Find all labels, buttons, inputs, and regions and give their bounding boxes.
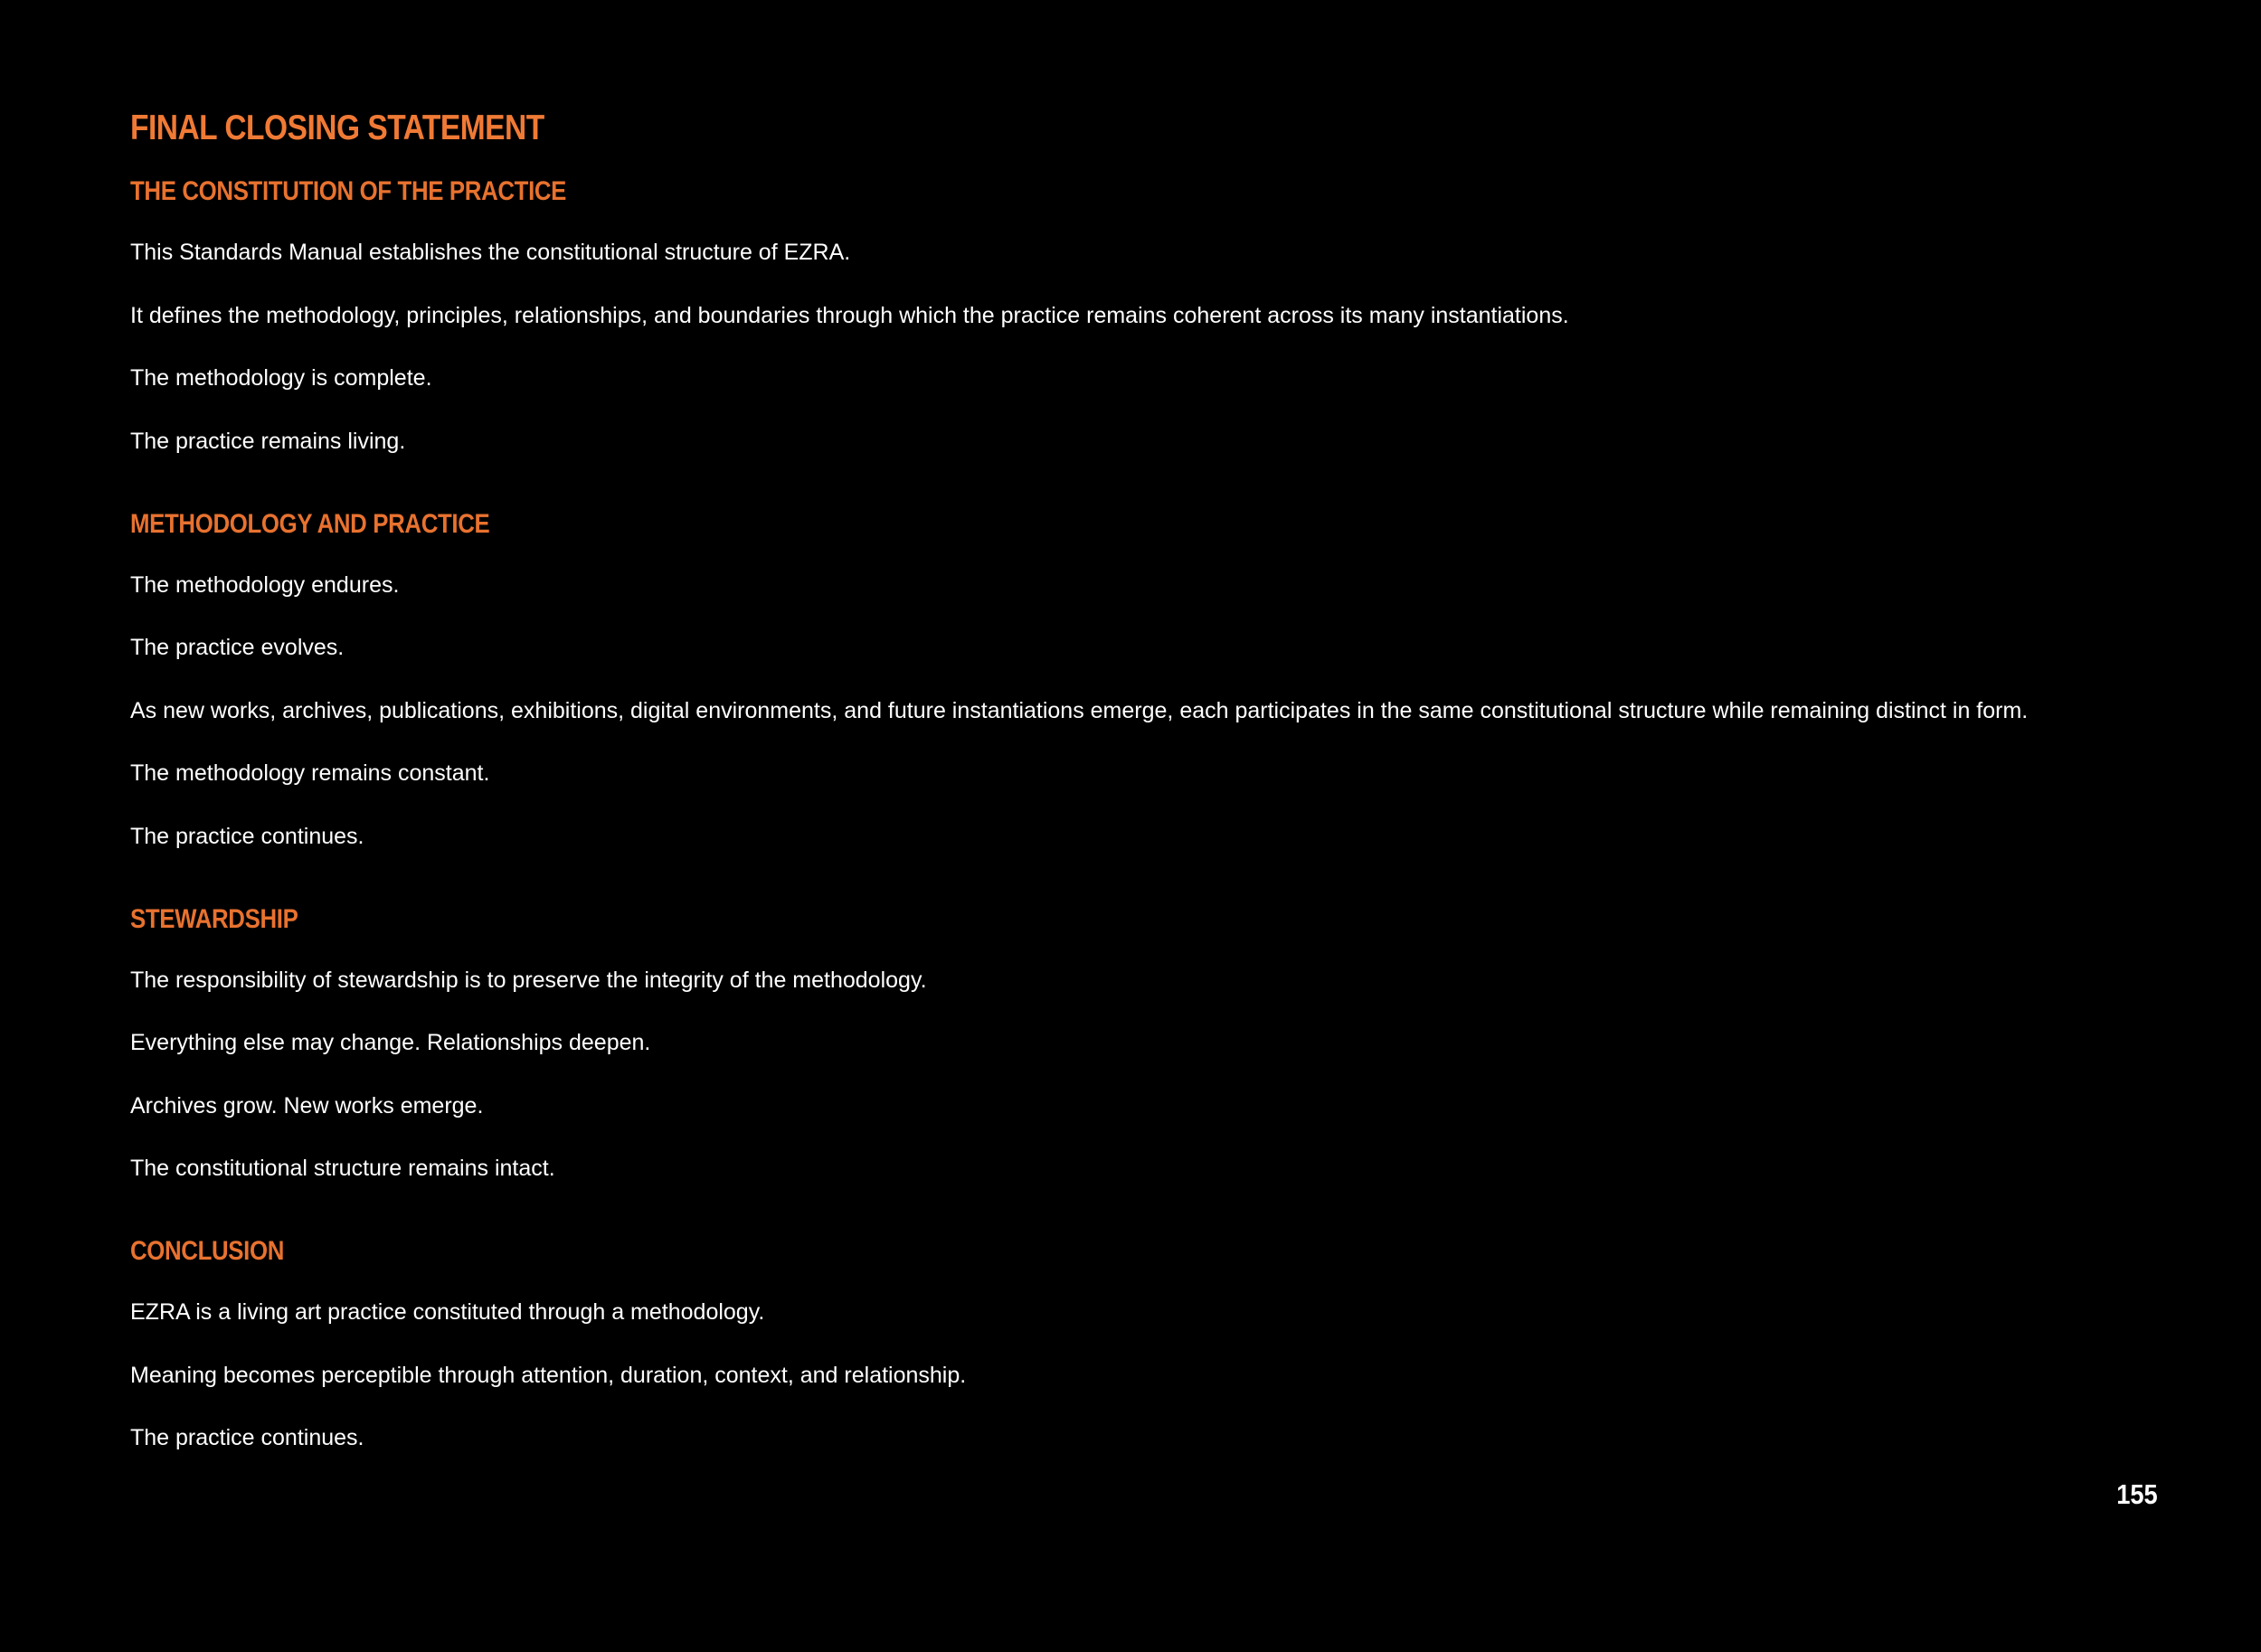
paragraph: Archives grow. New works emerge. xyxy=(130,1092,484,1119)
paragraph: EZRA is a living art practice constituted through a methodology. xyxy=(130,1299,765,1325)
paragraph: The methodology is complete. xyxy=(130,365,432,391)
paragraph: The methodology remains constant. xyxy=(130,760,490,786)
paragraph: The practice continues. xyxy=(130,1425,364,1450)
paragraph: Meaning becomes perceptible through attention, duration, context, and relationship. xyxy=(130,1362,967,1388)
paragraph: As new works, archives, publications, exhibitions, digital environments, and future instantiations emerge, each participates in the same constitutional structure while remaining distinct in form. xyxy=(130,697,2029,723)
page-number: 155 xyxy=(2116,1478,2158,1510)
document-content xyxy=(130,107,2165,1451)
section-stewardship xyxy=(130,902,2165,1183)
paragraph: The practice remains living. xyxy=(130,428,406,454)
section-heading: THE CONSTITUTION OF THE PRACTICE xyxy=(130,176,567,206)
paragraph: This Standards Manual establishes the constitutional structure of EZRA. xyxy=(130,240,851,265)
paragraph: Everything else may change. Relationships deepen. xyxy=(130,1030,651,1055)
section-conclusion xyxy=(130,1233,2165,1451)
paragraph: The constitutional structure remains intact. xyxy=(130,1156,555,1181)
section-heading: CONCLUSION xyxy=(130,1236,284,1266)
paragraph: The methodology endures. xyxy=(130,571,400,598)
paragraph: It defines the methodology, principles, relationships, and boundaries through which the practice remains coherent across its many instantiations. xyxy=(130,302,1569,328)
paragraph: The practice evolves. xyxy=(130,635,345,660)
section-constitution xyxy=(130,174,2165,455)
page-title: FINAL CLOSING STATEMENT xyxy=(130,109,544,147)
section-heading: STEWARDSHIP xyxy=(130,903,298,934)
section-heading: METHODOLOGY AND PRACTICE xyxy=(130,508,490,539)
paragraph: The responsibility of stewardship is to preserve the integrity of the methodology. xyxy=(130,967,927,993)
paragraph: The practice continues. xyxy=(130,823,364,849)
section-methodology-and-practice xyxy=(130,506,2165,850)
